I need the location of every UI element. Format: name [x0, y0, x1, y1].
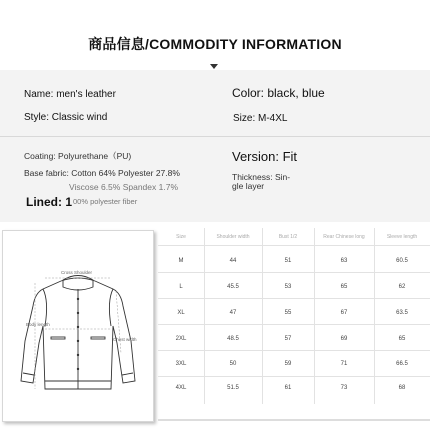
table-header: Sleeve length: [386, 234, 418, 240]
table-row-divider: [158, 324, 430, 325]
title-marker-icon: [210, 64, 218, 69]
lined-detail: 00% polyester fiber: [73, 197, 138, 206]
table-cell: 59: [284, 361, 292, 367]
table-col-divider: [262, 228, 263, 404]
jacket-measurement-diagram: [2, 230, 154, 422]
table-cell: 51.5: [227, 385, 239, 391]
table-cell: 57: [284, 336, 292, 342]
thickness-field-1: Thickness: Sin-: [232, 172, 291, 182]
page-title: 商品信息/COMMODITY INFORMATION: [88, 36, 342, 52]
table-cell: 60.5: [396, 258, 408, 264]
base-fabric-field: Base fabric: Cotton 64% Polyester 27.8%: [24, 168, 180, 178]
table-cell: M: [178, 258, 184, 264]
table-col-divider: [314, 228, 315, 404]
style-field: Style: Classic wind: [24, 112, 108, 123]
table-cell: 65: [398, 336, 406, 342]
table-cell: 2XL: [175, 336, 187, 342]
table-cell: 51: [284, 258, 292, 264]
table-cell: 62: [398, 284, 406, 290]
table-row-divider: [158, 298, 430, 299]
table-header: Size: [176, 234, 186, 240]
table-col-divider: [374, 228, 375, 404]
body-length-label: Body length: [26, 322, 50, 327]
coating-field: Coating: Polyurethane（PU): [24, 151, 132, 161]
info-divider: [0, 136, 430, 137]
table-cell: 63.5: [396, 310, 408, 316]
table-cell: 63: [340, 258, 348, 264]
table-cell: 55: [284, 310, 292, 316]
table-cell: 69: [340, 336, 348, 342]
size-table: [158, 228, 430, 404]
table-row-divider: [158, 245, 430, 246]
table-row-divider: [158, 376, 430, 377]
table-col-divider: [204, 228, 205, 404]
name-field: Name: men's leather: [24, 89, 116, 100]
table-row-divider: [158, 350, 430, 351]
table-cell: 66.5: [396, 361, 408, 367]
table-cell: 53: [284, 284, 292, 290]
table-cell: 4XL: [175, 385, 187, 391]
table-cell: 44: [229, 258, 237, 264]
version-field: Version: Fit: [232, 149, 298, 164]
table-cell: 67: [340, 310, 348, 316]
table-cell: 47: [229, 310, 237, 316]
table-cell: 3XL: [175, 361, 187, 367]
thickness-field-2: gle layer: [232, 181, 265, 191]
table-cell: XL: [177, 310, 185, 316]
color-field: Color: black, blue: [232, 86, 325, 100]
base-fabric-field-2: Viscose 6.5% Spandex 1.7%: [69, 182, 178, 192]
table-cell: 50: [229, 361, 237, 367]
table-cell: 65: [340, 284, 348, 290]
table-cell: 73: [340, 385, 348, 391]
table-header: Shoulder width: [216, 234, 250, 240]
table-cell: 71: [340, 361, 348, 367]
table-cell: 45.5: [227, 284, 239, 290]
table-cell: 61: [284, 385, 292, 391]
table-header: Bust 1/2: [278, 234, 298, 240]
chest-width-label: Chest width: [113, 337, 137, 342]
table-header: Rear Chinese long: [323, 234, 365, 240]
table-bottom-shadow: [158, 419, 430, 421]
lined-field: Lined: 1: [26, 195, 73, 209]
table-cell: 68: [398, 385, 406, 391]
table-cell: L: [179, 284, 183, 290]
size-field: Size: M-4XL: [233, 113, 288, 124]
table-row-divider: [158, 272, 430, 273]
cross-shoulder-label: Cross Shoulder: [61, 270, 93, 275]
table-cell: 48.5: [227, 336, 239, 342]
